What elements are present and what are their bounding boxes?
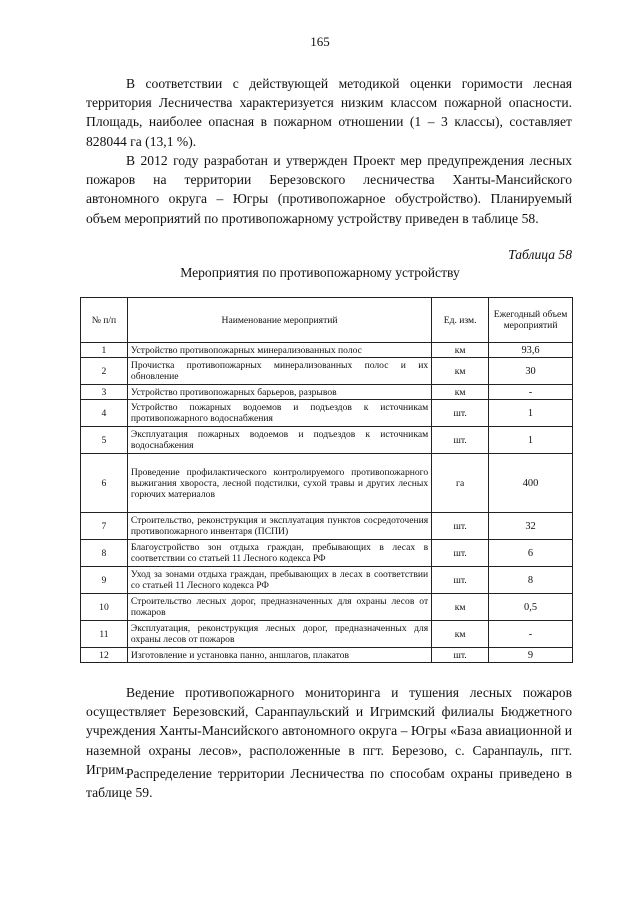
table-row (81, 385, 573, 400)
cell-name: Устройство противопожарных барьеров, разрывов (127, 385, 431, 400)
cell-name: Проведение профилактического контролируемого противопожарного выжигания хвороста, лесной подстилки, сухой травы и других лесных горючих материалов (127, 454, 431, 513)
cell-name: Устройство пожарных водоемов и подъездов к источникам противопожарного водоснабжения (127, 400, 431, 427)
cell-volume: 6 (489, 540, 573, 567)
cell-unit: шт. (432, 540, 489, 567)
cell-volume: 32 (489, 513, 573, 540)
cell-volume: 93,6 (489, 343, 573, 358)
cell-num: 8 (81, 540, 128, 567)
table-row (81, 648, 573, 663)
cell-unit: км (432, 385, 489, 400)
paragraph-distribution: Распределение территории Лесничества по способам охраны приведено в таблице 59. (86, 766, 572, 801)
paragraph-fire-danger: В соответствии с действующей методикой оценки горимости лесная территория Лесничества характеризуется низким классом пожарной опасности. Площадь, наиболее опасная в пожарном отношении (1 – 3 классы), составляет 828044 га (13,1 %). (86, 76, 572, 149)
cell-name: Устройство противопожарных минерализованных полос (127, 343, 431, 358)
cell-unit: шт. (432, 648, 489, 663)
cell-num: 1 (81, 343, 128, 358)
cell-num: 4 (81, 400, 128, 427)
cell-volume: 9 (489, 648, 573, 663)
cell-volume: 400 (489, 454, 573, 513)
table-row (81, 454, 573, 513)
table-row (81, 513, 573, 540)
cell-unit: шт. (432, 400, 489, 427)
cell-unit: км (432, 621, 489, 648)
cell-unit: шт. (432, 513, 489, 540)
cell-num: 11 (81, 621, 128, 648)
table-row (81, 594, 573, 621)
cell-name: Эксплуатация пожарных водоемов и подъездов к источникам водоснабжения (127, 427, 431, 454)
cell-name: Благоустройство зон отдыха граждан, пребывающих в лесах в соответствии со статьей 11 Лесного кодекса РФ (127, 540, 431, 567)
cell-name: Уход за зонами отдыха граждан, пребывающих в лесах в соответствии со статьей 11 Лесного кодекса РФ (127, 567, 431, 594)
cell-num: 12 (81, 648, 128, 663)
page-number: 165 (310, 34, 330, 49)
table-row (81, 427, 573, 454)
cell-name: Строительство, реконструкция и эксплуатация пунктов сосредоточения противопожарного инвентаря (ПСПИ) (127, 513, 431, 540)
cell-unit: га (432, 454, 489, 513)
header-name: Наименование мероприятий (127, 298, 431, 343)
cell-num: 6 (81, 454, 128, 513)
fire-measures-table (80, 297, 573, 663)
paragraph-fire-project: В 2012 году разработан и утвержден Проект мер предупреждения лесных пожаров на территории Березовского лесничества Ханты-Мансийского автономного округа – Югры (противопожарное обустройство). Планируемый объем мероприятий по противопожарному устройству приведен в таблице 58. (86, 153, 572, 226)
table-title: Мероприятия по противопожарному устройству (180, 265, 460, 280)
table-row (81, 400, 573, 427)
table-row (81, 540, 573, 567)
header-num: № п/п (81, 298, 128, 343)
cell-volume: - (489, 385, 573, 400)
paragraph-monitoring: Ведение противопожарного мониторинга и тушения лесных пожаров осуществляет Березовский, Саранпаульский и Игримский филиалы Бюджетного учреждения Ханты-Мансийского автономного округа – Югры «База авиационной и наземной охраны лесов», расположенные в пгт. Березово, с. Саранпауль, пгт. Игрим. (86, 685, 572, 777)
cell-volume: 1 (489, 427, 573, 454)
cell-volume: 1 (489, 400, 573, 427)
cell-unit: шт. (432, 567, 489, 594)
table-caption: Таблица 58 (508, 247, 572, 262)
cell-num: 7 (81, 513, 128, 540)
cell-num: 9 (81, 567, 128, 594)
cell-num: 10 (81, 594, 128, 621)
header-volume: Ежегодный объем мероприятий (489, 298, 573, 343)
cell-name: Изготовление и установка панно, аншлагов, плакатов (127, 648, 431, 663)
cell-volume: 8 (489, 567, 573, 594)
cell-volume: 0,5 (489, 594, 573, 621)
cell-num: 5 (81, 427, 128, 454)
cell-unit: шт. (432, 427, 489, 454)
table-row (81, 343, 573, 358)
table-row (81, 567, 573, 594)
cell-unit: км (432, 594, 489, 621)
cell-num: 3 (81, 385, 128, 400)
table-row (81, 621, 573, 648)
cell-num: 2 (81, 358, 128, 385)
cell-volume: 30 (489, 358, 573, 385)
cell-unit: км (432, 343, 489, 358)
cell-name: Эксплуатация, реконструкция лесных дорог, предназначенных для охраны лесов от пожаров (127, 621, 431, 648)
cell-volume: - (489, 621, 573, 648)
header-unit: Ед. изм. (432, 298, 489, 343)
table-header-row (81, 298, 573, 343)
cell-unit: км (432, 358, 489, 385)
cell-name: Строительство лесных дорог, предназначенных для охраны лесов от пожаров (127, 594, 431, 621)
cell-name: Прочистка противопожарных минерализованных полос и их обновление (127, 358, 431, 385)
table-row (81, 358, 573, 385)
